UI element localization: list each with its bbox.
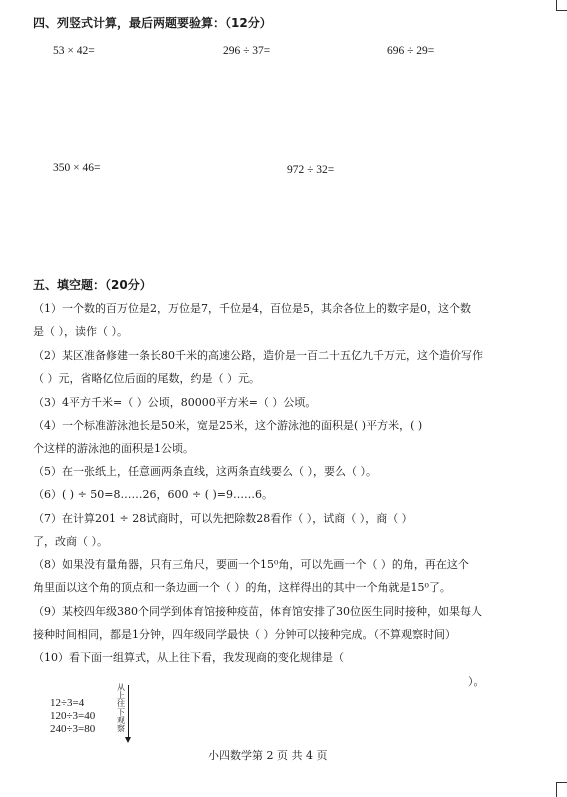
fill-blank-line-16: （10）看下面一组算式，从上往下看，我发现商的变化规律是（ [33, 651, 344, 664]
equation-1: 12÷3=4 [50, 697, 85, 709]
fill-blank-line-4: （ ）元，省略亿位后面的尾数，约是（ ）元。 [33, 372, 260, 385]
fill-blank-line-9: （6）( ) ÷ 50=8……26，600 ÷ ( )=9……6。 [33, 488, 273, 501]
calc-problem-4: 350 × 46= [53, 162, 101, 174]
calc-problem-3: 696 ÷ 29= [387, 45, 435, 57]
fill-blank-line-17: ）。 [468, 675, 485, 688]
fill-blank-line-10: （7）在计算201 ÷ 28试商时，可以先把除数28看作（ ），试商（ ），商（ ） [33, 512, 413, 525]
fill-blank-line-7: 个这样的游泳池的面积是1公顷。 [33, 442, 194, 455]
fill-blank-line-1: （1）一个数的百万位是2，万位是7，千位是4，百位是5，其余各位上的数字是0，这个数 [33, 302, 471, 315]
fill-blank-line-8: （5）在一张纸上，任意画两条直线，这两条直线要么（ ），要么（ ）。 [33, 465, 377, 478]
equation-2: 120÷3=40 [50, 710, 96, 722]
page-corner-mark-top [556, 0, 567, 11]
fill-blank-line-11: 了，改商（ ）。 [33, 535, 108, 548]
page-corner-mark-bottom [556, 782, 567, 797]
fill-blank-line-12: （8）如果没有量角器，只有三角尺，要画一个15⁰角，可以先画一个（ ）的角，再在这个 [33, 558, 469, 571]
equation-3: 240÷3=80 [50, 723, 96, 735]
fill-blank-line-2: 是（ ），读作（ ）。 [33, 325, 128, 338]
page-footer: 小四数学第 2 页 共 4 页 [208, 749, 328, 762]
calc-problem-5: 972 ÷ 32= [287, 164, 335, 176]
calc-problem-1: 53 × 42= [53, 45, 95, 57]
section5-heading: 五、填空题：（20分） [33, 278, 152, 292]
fill-blank-line-13: 角里面以这个角的顶点和一条边画一个（ ）的角，这样得出的其中一个角就是15⁰了。 [33, 581, 451, 594]
down-arrow-icon [128, 685, 129, 739]
fill-blank-line-5: （3）4平方千米=（ ）公顷，80000平方米=（ ）公顷。 [33, 396, 317, 409]
calc-problem-2: 296 ÷ 37= [223, 45, 271, 57]
fill-blank-line-3: （2）某区准备修建一条长80千米的高速公路，造价是一百二十五亿九千万元，这个造价写作 [33, 349, 483, 362]
fill-blank-line-15: 接种时间相同，都是1分钟，四年级同学最快（ ）分钟可以接种完成。（不算观察时间） [33, 628, 456, 641]
fill-blank-line-14: （9）某校四年级380个同学到体育馆接种疫苗，体育馆安排了30位医生同时接种，如果每人 [33, 605, 482, 618]
fill-blank-line-6: （4）一个标准游泳池长是50米，宽是25米，这个游泳池的面积是( )平方米，( ) [33, 419, 423, 432]
observe-direction-label: 从上往下观察 [117, 683, 125, 734]
arrow-head-icon [125, 737, 131, 743]
section4-heading: 四、列竖式计算，最后两题要验算：（12分） [33, 16, 272, 30]
